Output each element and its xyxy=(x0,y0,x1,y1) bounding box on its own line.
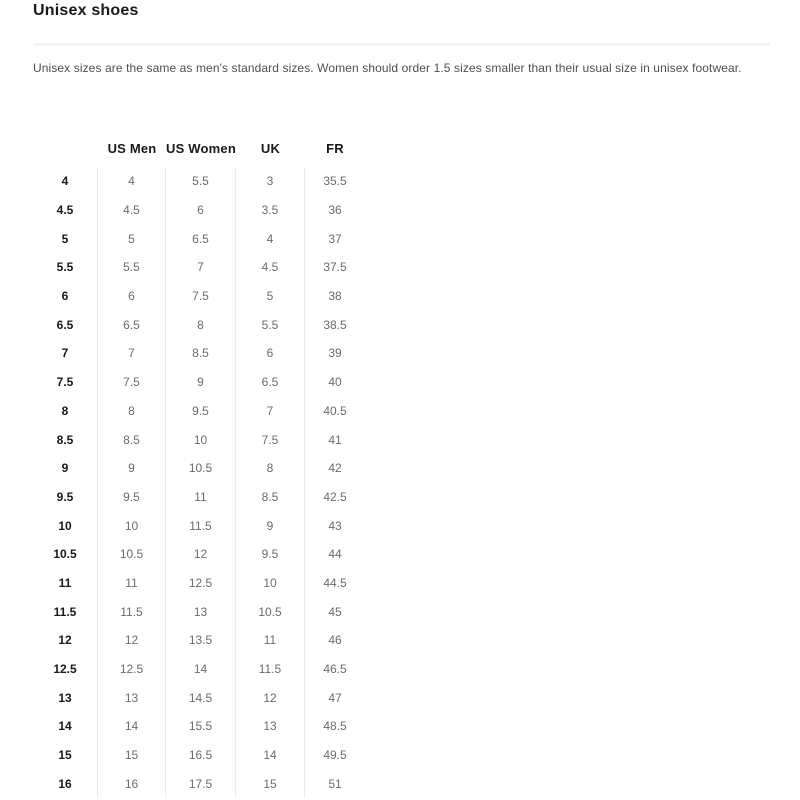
table-row xyxy=(33,310,365,339)
row-label-column-header xyxy=(33,138,98,167)
uk-cell: 15 xyxy=(236,769,305,798)
us-men-cell: 6.5 xyxy=(98,310,166,339)
table-row xyxy=(33,253,365,282)
table-row xyxy=(33,167,365,196)
us-women-cell: 17.5 xyxy=(166,769,236,798)
size-label-cell: 10 xyxy=(33,511,98,540)
size-label-cell: 14 xyxy=(33,712,98,741)
table-row xyxy=(33,741,365,770)
column-header-us-women: US Women xyxy=(166,141,236,156)
uk-cell: 13 xyxy=(236,712,305,741)
us-women-cell: 9 xyxy=(166,368,236,397)
size-label-cell: 6 xyxy=(33,282,98,311)
fr-cell: 42.5 xyxy=(323,489,347,504)
us-women-cell: 7 xyxy=(166,253,236,282)
us-women-cell: 11 xyxy=(166,483,236,512)
table-row xyxy=(33,425,365,454)
us-women-cell: 13.5 xyxy=(166,626,236,655)
fr-cell: 47 xyxy=(328,690,342,705)
fr-cell: 43 xyxy=(328,518,342,533)
size-label-cell: 5.5 xyxy=(33,253,98,282)
us-men-cell: 11 xyxy=(98,569,166,598)
table-row xyxy=(33,626,365,655)
table-row xyxy=(33,454,365,483)
us-men-cell: 8 xyxy=(98,397,166,426)
uk-cell: 12 xyxy=(236,683,305,712)
uk-cell: 11 xyxy=(236,626,305,655)
size-label-cell: 7.5 xyxy=(33,368,98,397)
table-row xyxy=(33,282,365,311)
size-label-cell: 12 xyxy=(33,626,98,655)
sizing-note-text: Unisex sizes are the same as men's standard sizes. Women should order 1.5 sizes smaller than their usual size in unisex footwear. xyxy=(33,61,742,75)
size-label-cell: 4.5 xyxy=(33,196,98,225)
column-header-fr: FR xyxy=(326,141,344,156)
us-women-cell: 6 xyxy=(166,196,236,225)
table-row xyxy=(33,683,365,712)
fr-cell: 38 xyxy=(328,289,342,304)
size-label-cell: 11.5 xyxy=(33,597,98,626)
us-men-cell: 13 xyxy=(98,683,166,712)
us-women-cell: 14.5 xyxy=(166,683,236,712)
size-label-cell: 10.5 xyxy=(33,540,98,569)
table-row xyxy=(33,540,365,569)
us-women-cell: 15.5 xyxy=(166,712,236,741)
fr-cell: 40 xyxy=(328,375,342,390)
uk-cell: 9.5 xyxy=(236,540,305,569)
table-row xyxy=(33,712,365,741)
us-men-cell: 6 xyxy=(98,282,166,311)
us-men-cell: 16 xyxy=(98,769,166,798)
size-label-cell: 15 xyxy=(33,741,98,770)
us-men-cell: 15 xyxy=(98,741,166,770)
size-label-cell: 9.5 xyxy=(33,483,98,512)
fr-cell: 49.5 xyxy=(323,748,347,763)
fr-cell: 51 xyxy=(328,776,342,791)
us-men-cell: 11.5 xyxy=(98,597,166,626)
size-label-cell: 13 xyxy=(33,683,98,712)
table-row xyxy=(33,339,365,368)
column-header-us-men: US Men xyxy=(107,141,157,156)
us-men-cell: 9 xyxy=(98,454,166,483)
uk-cell: 9 xyxy=(236,511,305,540)
size-label-cell: 12.5 xyxy=(33,655,98,684)
uk-cell: 7.5 xyxy=(236,425,305,454)
uk-cell: 6.5 xyxy=(236,368,305,397)
us-women-cell: 8.5 xyxy=(166,339,236,368)
table-row xyxy=(33,597,365,626)
uk-cell: 6 xyxy=(236,339,305,368)
us-women-cell: 9.5 xyxy=(166,397,236,426)
us-women-cell: 12.5 xyxy=(166,569,236,598)
fr-cell: 39 xyxy=(328,346,342,361)
fr-cell: 41 xyxy=(328,432,342,447)
us-women-cell: 11.5 xyxy=(166,511,236,540)
fr-cell: 46.5 xyxy=(323,662,347,677)
size-conversion-table xyxy=(33,138,365,798)
uk-cell: 5.5 xyxy=(236,310,305,339)
size-label-cell: 11 xyxy=(33,569,98,598)
us-men-cell: 4 xyxy=(98,167,166,196)
table-body xyxy=(33,167,365,798)
uk-cell: 7 xyxy=(236,397,305,426)
us-women-cell: 10.5 xyxy=(166,454,236,483)
us-women-cell: 7.5 xyxy=(166,282,236,311)
uk-cell: 8 xyxy=(236,454,305,483)
uk-cell: 8.5 xyxy=(236,483,305,512)
table-row xyxy=(33,196,365,225)
us-men-cell: 12.5 xyxy=(98,655,166,684)
fr-cell: 35.5 xyxy=(323,174,347,189)
uk-cell: 3 xyxy=(236,167,305,196)
fr-cell: 40.5 xyxy=(323,403,347,418)
us-men-cell: 7 xyxy=(98,339,166,368)
us-women-cell: 13 xyxy=(166,597,236,626)
fr-cell: 38.5 xyxy=(323,317,347,332)
us-men-cell: 12 xyxy=(98,626,166,655)
size-label-cell: 8 xyxy=(33,397,98,426)
fr-cell: 45 xyxy=(328,604,342,619)
us-women-cell: 14 xyxy=(166,655,236,684)
uk-cell: 3.5 xyxy=(236,196,305,225)
us-men-cell: 10.5 xyxy=(98,540,166,569)
us-men-cell: 5.5 xyxy=(98,253,166,282)
table-header-row xyxy=(33,138,365,167)
uk-cell: 10 xyxy=(236,569,305,598)
size-label-cell: 4 xyxy=(33,167,98,196)
fr-cell: 46 xyxy=(328,633,342,648)
us-men-cell: 5 xyxy=(98,224,166,253)
us-men-cell: 10 xyxy=(98,511,166,540)
table-row xyxy=(33,397,365,426)
uk-cell: 14 xyxy=(236,741,305,770)
size-label-cell: 16 xyxy=(33,769,98,798)
us-women-cell: 6.5 xyxy=(166,224,236,253)
us-men-cell: 4.5 xyxy=(98,196,166,225)
us-women-cell: 16.5 xyxy=(166,741,236,770)
size-label-cell: 7 xyxy=(33,339,98,368)
us-men-cell: 7.5 xyxy=(98,368,166,397)
size-label-cell: 6.5 xyxy=(33,310,98,339)
size-label-cell: 5 xyxy=(33,224,98,253)
fr-cell: 44.5 xyxy=(323,575,347,590)
uk-cell: 4 xyxy=(236,224,305,253)
fr-cell: 42 xyxy=(328,461,342,476)
table-row xyxy=(33,511,365,540)
page-title: Unisex shoes xyxy=(33,2,139,19)
fr-cell: 44 xyxy=(328,547,342,562)
us-men-cell: 14 xyxy=(98,712,166,741)
table-row xyxy=(33,224,365,253)
table-row xyxy=(33,368,365,397)
size-label-cell: 9 xyxy=(33,454,98,483)
size-label-cell: 8.5 xyxy=(33,425,98,454)
column-header-uk: UK xyxy=(260,141,281,156)
fr-cell: 37.5 xyxy=(323,260,347,275)
uk-cell: 11.5 xyxy=(236,655,305,684)
us-men-cell: 9.5 xyxy=(98,483,166,512)
us-women-cell: 8 xyxy=(166,310,236,339)
us-women-cell: 10 xyxy=(166,425,236,454)
us-men-cell: 8.5 xyxy=(98,425,166,454)
table-row xyxy=(33,483,365,512)
fr-cell: 37 xyxy=(328,231,342,246)
uk-cell: 5 xyxy=(236,282,305,311)
fr-cell: 36 xyxy=(328,203,342,218)
table-row xyxy=(33,769,365,798)
table-row xyxy=(33,569,365,598)
uk-cell: 4.5 xyxy=(236,253,305,282)
table-row xyxy=(33,655,365,684)
us-women-cell: 5.5 xyxy=(166,167,236,196)
us-women-cell: 12 xyxy=(166,540,236,569)
fr-cell: 48.5 xyxy=(323,719,347,734)
uk-cell: 10.5 xyxy=(236,597,305,626)
section-divider xyxy=(33,43,770,46)
